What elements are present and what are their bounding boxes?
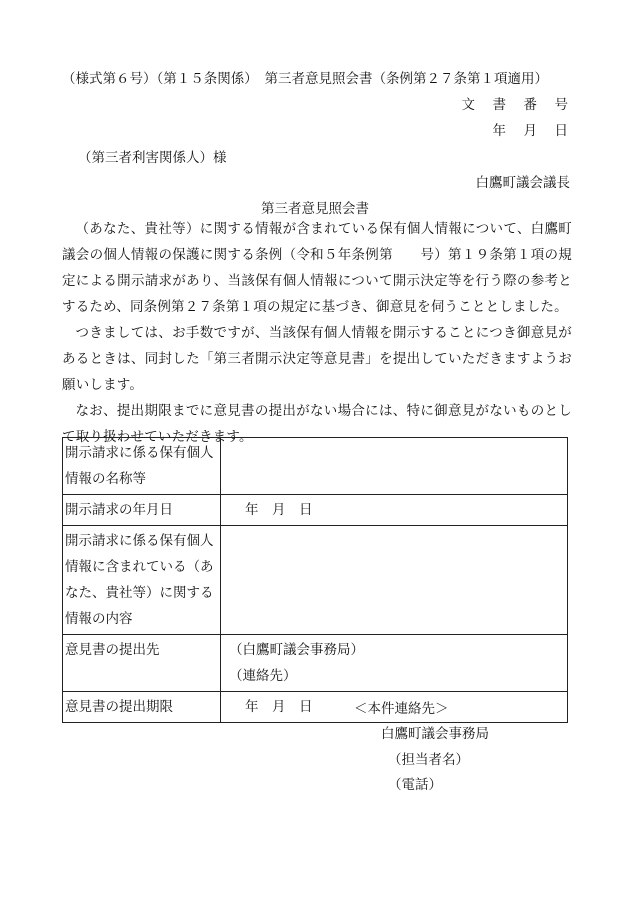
table-row bbox=[63, 526, 568, 635]
contact-person: （担当者名） bbox=[388, 752, 469, 768]
addressee: （第三者利害関係人）様 bbox=[78, 150, 227, 166]
sender: 白鷹町議会議長 bbox=[475, 175, 570, 191]
table-value bbox=[221, 438, 568, 495]
table-label: 意見書の提出先 bbox=[63, 635, 221, 692]
table-value bbox=[221, 635, 568, 692]
body-paragraph-1: （あなた、貴社等）に関する情報が含まれている保有個人情報について、白鷹町議会の個人情報の保護に関する条例（令和５年条例第 号）第１９条第１項の規定による開示請求があり、当該保有個人情報について開示決定等を行う際の参考とするため、同条例第２７条第１項の規定に基づき、御意見を伺うこととしました。 bbox=[62, 221, 572, 315]
contact-heading: ＜本件連絡先＞ bbox=[354, 701, 449, 717]
table-value: 年 月 日 bbox=[221, 692, 568, 723]
table-value: 年 月 日 bbox=[221, 495, 568, 526]
info-table bbox=[62, 437, 568, 723]
table-row bbox=[63, 692, 568, 723]
submission-contact: （連絡先） bbox=[229, 668, 297, 684]
table-label: 開示請求に係る保有個人情報の名称等 bbox=[63, 438, 221, 495]
form-title: （様式第６号）（第１５条関係） 第三者意見照会書（条例第２７条第１項適用） bbox=[62, 71, 548, 87]
table-label: 開示請求に係る保有個人情報に含まれている（あなた、貴社等）に関する情報の内容 bbox=[63, 526, 221, 635]
body-paragraph-3: なお、提出期限までに意見書の提出がない場合には、特に御意見がないものとして取り扱わせていただきます。 bbox=[62, 403, 572, 445]
table-row bbox=[63, 495, 568, 526]
table-row bbox=[63, 438, 568, 495]
submission-office: （白鷹町議会事務局） bbox=[229, 642, 364, 658]
table-value bbox=[221, 526, 568, 635]
contact-office: 白鷹町議会事務局 bbox=[381, 726, 489, 742]
table-label: 意見書の提出期限 bbox=[63, 692, 221, 723]
contact-phone: （電話） bbox=[388, 777, 442, 793]
table-row bbox=[63, 635, 568, 692]
document-title: 第三者意見照会書 bbox=[261, 201, 369, 217]
table-label: 開示請求の年月日 bbox=[63, 495, 221, 526]
document-number: 文 書 番 号 bbox=[461, 97, 570, 113]
body-paragraph-2: つきましては、お手数ですが、当該保有個人情報を開示することにつき御意見があるときは、同封した「第三者開示決定等意見書」を提出していただきますようお願いします。 bbox=[62, 325, 572, 393]
document-date: 年 月 日 bbox=[492, 123, 570, 139]
